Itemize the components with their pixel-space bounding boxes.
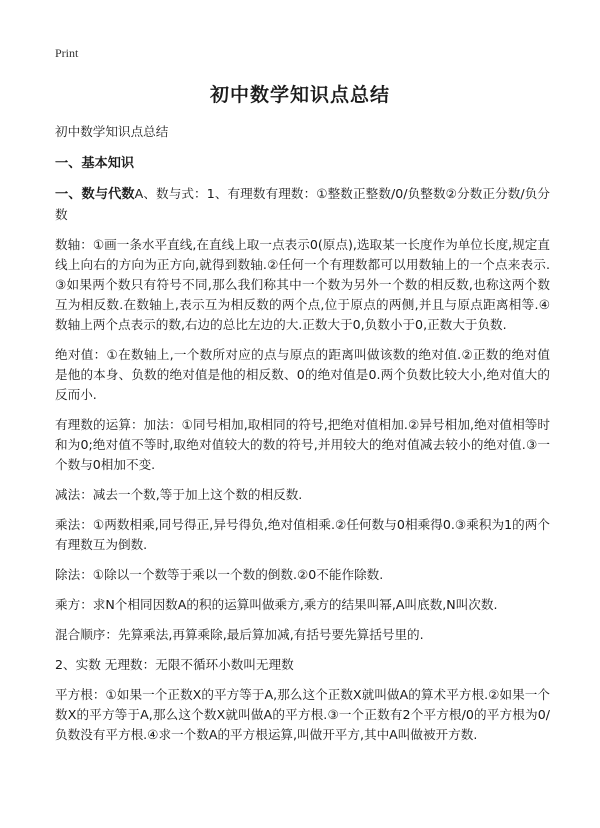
paragraph-number-line: 数轴：①画一条水平直线,在直线上取一点表示0(原点),选取某一长度作为单位长度,规定直线上向右的方向为正方向,就得到数轴.②任何一个有理数都可以用数轴上的一个点来表示.③如果两个数只有符号不同,那么我们称其中一个数为另外一个数的相反数,也称这两个数互为相反数.在数轴上,表示互为相反数的两个点,位于原点的两侧,并且与原点距离相等.④数轴上两个点表示的数,右边的总比左边的大.正数大于0,负数小于0,正数大于负数.	[55, 237, 550, 332]
subtitle: 初中数学知识点总结	[55, 124, 169, 139]
paragraph-power: 乘方：求N个相同因数A的积的运算叫做乘方,乘方的结果叫幂,A叫底数,N叫次数.	[55, 597, 498, 612]
item-prefix: 一、	[55, 187, 82, 202]
paragraph-real-numbers: 2、实数 无理数：无限不循环小数叫无理数	[55, 657, 294, 672]
print-label: Print	[55, 46, 79, 60]
paragraph-order: 混合顺序：先算乘法,再算乘除,最后算加减,有括号要先算括号里的.	[55, 627, 424, 642]
paragraph-subtraction: 减法：减去一个数,等于加上这个数的相反数.	[55, 487, 303, 502]
paragraph-absolute-value: 绝对值：①在数轴上,一个数所对应的点与原点的距离叫做该数的绝对值.②正数的绝对值是他的本身、负数的绝对值是他的相反数、0的绝对值是0.两个负数比较大小,绝对值大的反而小.	[55, 347, 550, 402]
item-bold-title: 数与代数	[81, 187, 135, 202]
page-title: 初中数学知识点总结	[209, 84, 390, 106]
paragraph-number-and-algebra	[55, 184, 550, 225]
paragraph-division: 除法：①除以一个数等于乘以一个数的倒数.②0不能作除数.	[55, 567, 384, 582]
paragraph-addition: 有理数的运算：加法：①同号相加,取相同的符号,把绝对值相加.②异号相加,绝对值相等时和为0;绝对值不等时,取绝对值较大的数的符号,并用较大的绝对值减去较小的绝对值.③一个数与0相加不变.	[55, 417, 550, 472]
paragraph-multiplication: 乘法：①两数相乘,同号得正,异号得负,绝对值相乘.②任何数与0相乘得0.③乘积为1的两个有理数互为倒数.	[55, 517, 550, 552]
document-body	[55, 122, 550, 755]
item-text: A、数与式：1、有理数有理数：①整数正整数/0/负整数②分数正分数/负分数	[55, 186, 551, 222]
paragraph-square-root: 平方根：①如果一个正数X的平方等于A,那么这个正数X就叫做A的算术平方根.②如果一个数X的平方等于A,那么这个数X就叫做A的平方根.③一个正数有2个平方根/0的平方根为0/负数没有平方根.④求一个数A的平方根运算,叫做开平方,其中A叫做被开方数.	[55, 687, 550, 742]
section-heading-basic: 一、基本知识	[55, 156, 135, 171]
